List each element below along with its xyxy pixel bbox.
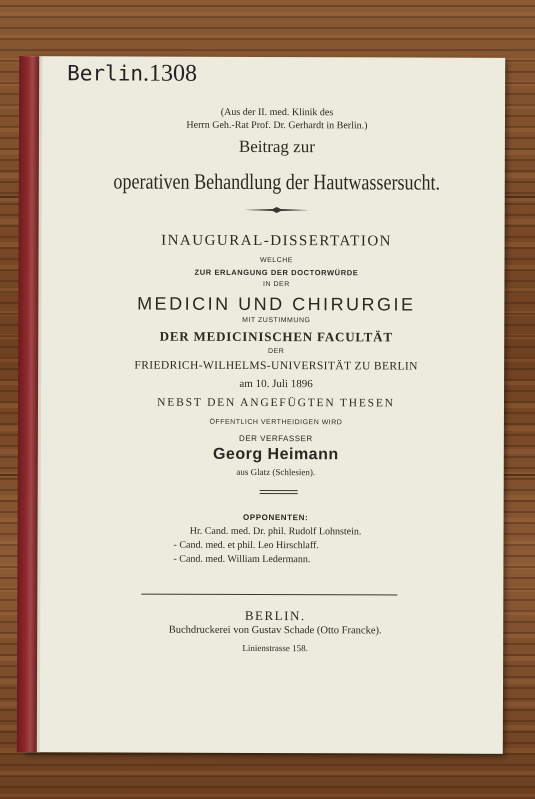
- date-line: am 10. Juli 1896: [239, 377, 313, 391]
- in-der-label: IN DER: [263, 280, 290, 289]
- purpose-line: ZUR ERLANGUNG DER DOCTORWÜRDE: [194, 267, 359, 278]
- stamp-number: .1308: [142, 60, 198, 87]
- defend-line: ÖFFENTLICH VERTHEIDIGEN WIRD: [209, 418, 343, 427]
- title-line-1: Beitrag zur: [238, 136, 315, 157]
- field-heading: MEDICIN UND CHIRURGIE: [137, 293, 416, 315]
- short-divider: [260, 490, 298, 491]
- library-stamp: [67, 60, 197, 87]
- clinic-line-2: Herrn Geh.-Rat Prof. Dr. Gerhardt in Berlin.): [186, 119, 368, 132]
- dissertation-heading: INAUGURAL-DISSERTATION: [161, 232, 393, 250]
- short-divider: [260, 493, 298, 494]
- opponent-1: Hr. Cand. med. Dr. phil. Rudolf Lohnstein.: [189, 525, 362, 538]
- welche-label: WELCHE: [260, 256, 293, 265]
- opponents-heading: OPPONENTEN:: [242, 512, 309, 523]
- stamp-city: Berlin: [67, 61, 144, 86]
- imprint-address: Linienstrasse 158.: [242, 642, 308, 654]
- university-line: FRIEDRICH-WILHELMS-UNIVERSITÄT ZU BERLIN: [134, 359, 418, 373]
- opponent-3: - Cand. med. William Ledermann.: [173, 553, 311, 566]
- author-name: Georg Heimann: [212, 445, 339, 464]
- imprint-city: BERLIN.: [244, 607, 306, 624]
- ornament-rule-icon: [245, 207, 309, 213]
- author-label: DER VERFASSER: [239, 433, 313, 444]
- faculty-line: DER MEDICINISCHEN FACULTÄT: [159, 328, 393, 345]
- long-divider: [141, 594, 397, 596]
- theses-line: NEBST DEN ANGEFÜGTEN THESEN: [157, 396, 395, 410]
- clinic-line-1: (Aus der II. med. Klinik des: [220, 106, 334, 119]
- document-page: [23, 56, 505, 754]
- imprint-printer: Buchdruckerei von Gustav Schade (Otto Francke).: [168, 624, 382, 637]
- opponent-2: - Cand. med. et phil. Leo Hirschlaff.: [173, 539, 319, 552]
- author-origin: aus Glatz (Schlesien).: [236, 466, 316, 478]
- title-line-2: operativen Behandlung der Hautwassersucht.: [113, 168, 441, 195]
- mit-label: MIT ZUSTIMMUNG: [242, 316, 311, 325]
- der-label: DER: [268, 348, 285, 356]
